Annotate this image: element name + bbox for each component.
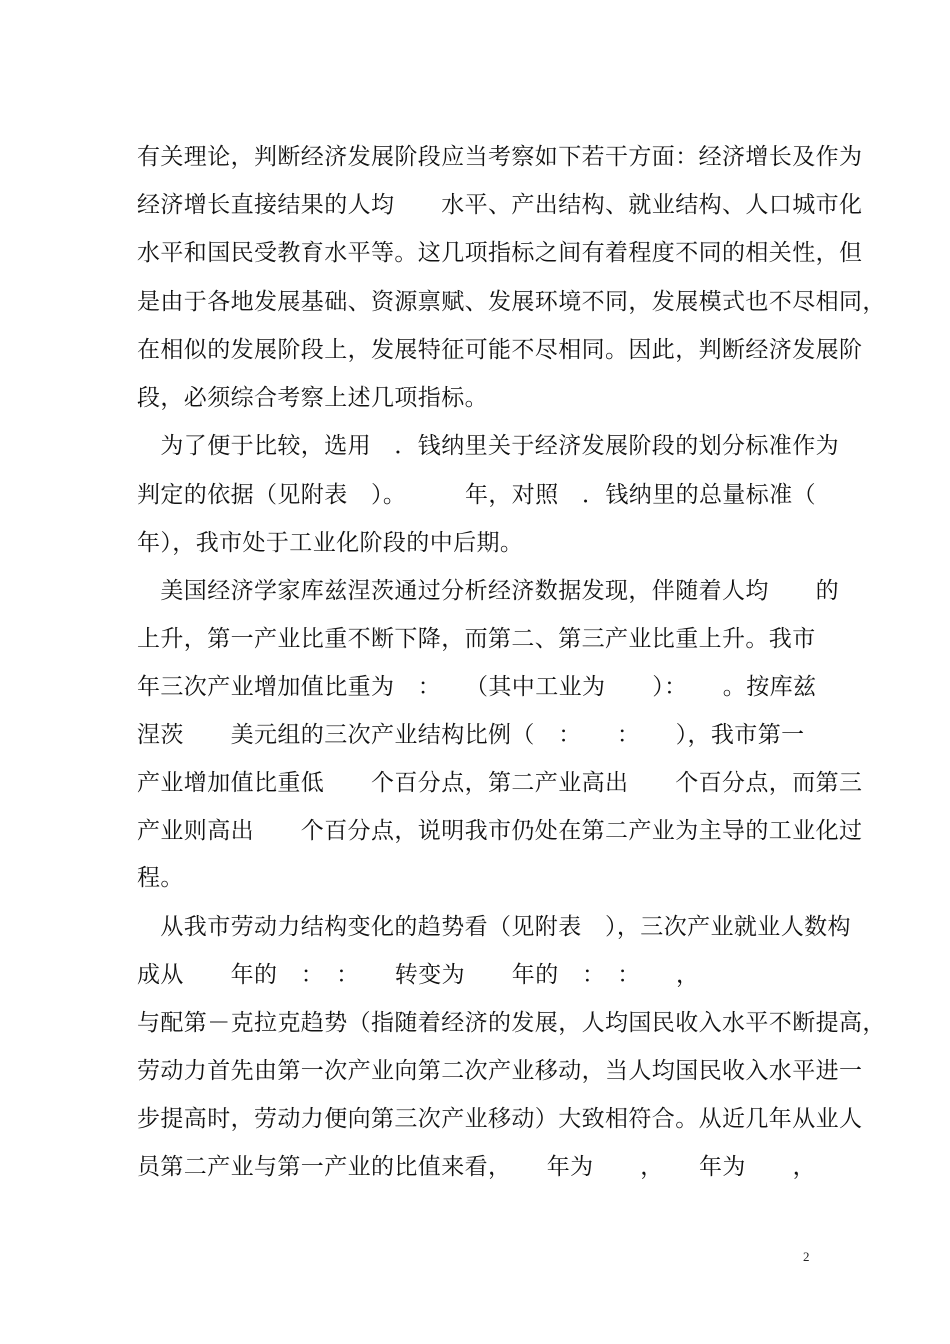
text-line-9: 年），我市处于工业化阶段的中后期。 — [137, 530, 524, 556]
text-line-8: 判定的依据（见附表 ）。 年，对照 ．钱纳里的总量标准（ — [137, 482, 816, 508]
text-line-7: 为了便于比较，选用 ．钱纳里关于经济发展阶段的划分标准作为 — [137, 433, 839, 459]
text-line-5: 在相似的发展阶段上，发展特征可能不尽相同。因此，判断经济发展阶 — [137, 337, 863, 363]
text-line-1: 有关理论，判断经济发展阶段应当考察如下若干方面：经济增长及作为 — [137, 144, 863, 170]
text-line-10: 美国经济学家库兹涅茨通过分析经济数据发现，伴随着人均 的 — [137, 578, 839, 604]
text-line-18: 成从 年的 ： ： 转变为 年的 ： ： ， — [137, 962, 700, 988]
text-line-4: 是由于各地发展基础、资源禀赋、发展环境不同，发展模式也不尽相同， — [137, 289, 886, 315]
text-line-12: 年三次产业增加值比重为 ： （其中工业为 ）： 。按库兹 — [137, 674, 817, 700]
text-line-17: 从我市劳动力结构变化的趋势看（见附表 ），三次产业就业人数构 — [137, 914, 851, 940]
page-number: 2 — [803, 1249, 810, 1264]
text-line-14: 产业增加值比重低 个百分点，第二产业高出 个百分点，而第三 — [137, 770, 863, 796]
text-line-11: 上升，第一产业比重不断下降，而第二、第三产业比重上升。我市 — [137, 626, 816, 652]
text-line-22: 员第二产业与第一产业的比值来看， 年为 ， 年为 ， — [137, 1154, 816, 1180]
text-line-21: 步提高时，劳动力便向第三次产业移动）大致相符合。从近几年从业人 — [137, 1106, 863, 1132]
text-line-6: 段，必须综合考察上述几项指标。 — [137, 385, 488, 411]
text-line-3: 水平和国民受教育水平等。这几项指标之间有着程度不同的相关性，但 — [137, 240, 863, 266]
text-line-15: 产业则高出 个百分点，说明我市仍处在第二产业为主导的工业化过 — [137, 818, 863, 844]
text-line-20: 劳动力首先由第一次产业向第二次产业移动，当人均国民收入水平进一 — [137, 1058, 863, 1084]
text-line-19: 与配第－克拉克趋势（指随着经济的发展，人均国民收入水平不断提高， — [137, 1010, 886, 1036]
text-line-2: 经济增长直接结果的人均 水平、产出结构、就业结构、人口城市化 — [137, 192, 863, 218]
text-line-16: 程。 — [137, 865, 184, 891]
text-line-13: 涅茨 美元组的三次产业结构比例（ ： ： ），我市第一 — [137, 722, 805, 748]
